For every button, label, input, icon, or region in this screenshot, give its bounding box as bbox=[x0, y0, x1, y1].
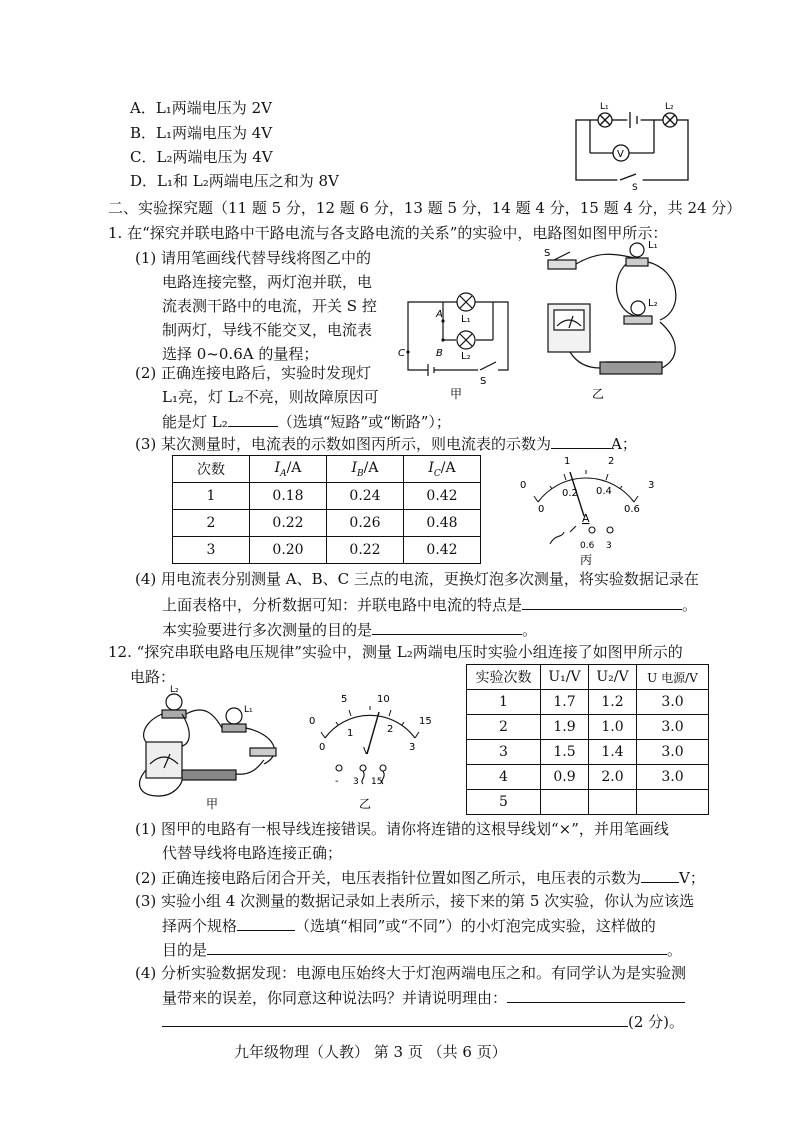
table-cell: 0.22 bbox=[327, 537, 404, 564]
q11-data-table bbox=[172, 455, 481, 564]
option-b: B．L₁两端电压为 4V bbox=[130, 124, 273, 142]
q11-p2-line: L₁亮，灯 L₂不亮，则故障原因可 bbox=[162, 388, 379, 406]
q11-p4-answer-blank[interactable] bbox=[522, 595, 682, 610]
q11-label-C: C bbox=[398, 348, 405, 359]
volt-bottom-3: 3 bbox=[409, 742, 416, 753]
q12-p4-reason-blank[interactable] bbox=[507, 988, 685, 1003]
ammeter-A-label: A bbox=[582, 512, 590, 525]
volt-V-label: V bbox=[363, 746, 370, 757]
ammeter-bottom-1: 0.2 bbox=[562, 488, 578, 499]
q12-p1-line1: (1) 图甲的电路有一根导线连接错误。请你将连错的这根导线划“×”，并用笔画线 bbox=[135, 820, 669, 838]
top-circuit-L2: L₂ bbox=[665, 102, 674, 112]
q11-label-L2: L₂ bbox=[461, 351, 471, 362]
table-header-cell: U₁/V bbox=[541, 665, 589, 690]
q11-p4-line1: (4) 用电流表分别测量 A、B、C 三点的电流，更换灯泡多次测量，将实验数据记录在 bbox=[135, 570, 699, 588]
q11-p2-tail bbox=[162, 412, 451, 432]
q11-p1-line: 流表测干路中的电流，开关 S 控 bbox=[162, 297, 377, 315]
q11-label-L1: L₁ bbox=[461, 314, 471, 325]
ammeter-bottom-0: 0 bbox=[538, 504, 545, 515]
q11-p4-line2-text: 上面表格中，分析数据可知：并联电路中电流的特点是 bbox=[162, 596, 523, 614]
q12-p4-line3 bbox=[162, 1012, 684, 1032]
q12-p4-line2 bbox=[162, 988, 685, 1008]
table-cell: 3.0 bbox=[637, 765, 709, 790]
option-d: D．L₁和 L₂两端电压之和为 8V bbox=[130, 172, 339, 190]
table-cell: 3 bbox=[467, 740, 541, 765]
volt-left-0: 0 bbox=[309, 716, 316, 727]
q12-p2-a: (2) 正确连接电路后闭合开关，电压表指针位置如图乙所示，电压表的示数为 bbox=[135, 869, 642, 887]
q12-stem: 12. “探究串联电路电压规律”实验中，测量 L₂两端电压时实验小组连接了如图甲所示的 bbox=[108, 643, 683, 661]
table-cell: 1.4 bbox=[589, 740, 637, 765]
top-circuit-L1: L₁ bbox=[600, 102, 609, 112]
table-cell[interactable] bbox=[541, 790, 589, 815]
table-cell: 0.22 bbox=[250, 510, 327, 537]
q12-apparatus-L2: L₂ bbox=[170, 685, 179, 695]
ammeter-bottom-3: 0.6 bbox=[624, 504, 640, 515]
table-cell: 2.0 bbox=[589, 765, 637, 790]
q11-fig-yi: 乙 bbox=[592, 387, 605, 401]
q11-label-A: A bbox=[436, 309, 443, 320]
q11-p2-line: (2) 正确连接电路后，实验时发现灯 bbox=[135, 364, 372, 382]
top-circuit-diagram bbox=[570, 98, 700, 193]
table-cell: 0.48 bbox=[404, 510, 481, 537]
table-cell: 1.0 bbox=[589, 715, 637, 740]
table-cell: 1.9 bbox=[541, 715, 589, 740]
q11-p4-period: 。 bbox=[682, 596, 698, 614]
table-row bbox=[173, 483, 481, 510]
q11-label-B: B bbox=[436, 348, 443, 359]
table-cell: 4 bbox=[467, 765, 541, 790]
q12-p3-line3-text: 目的是 bbox=[162, 941, 208, 959]
volt-term-3: 3 bbox=[353, 777, 359, 787]
q12-apparatus-jia bbox=[134, 684, 294, 810]
section-heading: 二、实验探究题（11 题 5 分，12 题 6 分，13 题 5 分，14 题 4 分，15 题 4 分，共 24 分） bbox=[108, 199, 742, 217]
q11-p4-line2 bbox=[162, 595, 697, 615]
table-cell: 1.2 bbox=[589, 690, 637, 715]
volt-term-minus: - bbox=[335, 776, 339, 787]
q11-p2-tail-a: 能是灯 L₂ bbox=[162, 413, 228, 431]
volt-top-10: 10 bbox=[377, 694, 390, 705]
q11-circuit-jia bbox=[398, 292, 520, 400]
table-row bbox=[173, 510, 481, 537]
top-circuit-V: V bbox=[617, 149, 624, 160]
table-cell: 0.42 bbox=[404, 483, 481, 510]
table-header-row bbox=[467, 665, 709, 690]
ammeter-top-0: 0 bbox=[520, 480, 527, 491]
table-header-cell: 次数 bbox=[173, 456, 250, 483]
q11-p4-period2: 。 bbox=[522, 621, 538, 639]
table-cell: 1 bbox=[173, 483, 250, 510]
volt-top-15: 15 bbox=[419, 716, 432, 727]
volt-top-5: 5 bbox=[341, 694, 348, 705]
q11-p3-a: (3) 某次测量时，电流表的示数如图丙所示，则电流表的示数为 bbox=[135, 435, 552, 453]
table-header-cell: $I_A/A$ bbox=[250, 456, 327, 483]
q12-p4-line1: (4) 分析实验数据发现：电源电压始终大于灯泡两端电压之和。有同学认为是实验测 bbox=[135, 964, 687, 982]
table-cell: 1.5 bbox=[541, 740, 589, 765]
table-row bbox=[467, 790, 709, 815]
q11-p4-line3 bbox=[162, 620, 537, 640]
table-cell: 3.0 bbox=[637, 740, 709, 765]
q11-p4-line3-text: 本实验要进行多次测量的目的是 bbox=[162, 621, 373, 639]
q12-p2-answer-blank[interactable] bbox=[641, 868, 679, 883]
q11-apparatus-L2: L₂ bbox=[648, 298, 658, 309]
table-cell: 3.0 bbox=[637, 715, 709, 740]
table-cell[interactable] bbox=[637, 790, 709, 815]
q11-p2-answer-blank[interactable] bbox=[228, 412, 278, 427]
q11-p1-line: (1) 请用笔画线代替导线将图乙中的 bbox=[135, 249, 372, 267]
q12-fig-jia: 甲 bbox=[206, 797, 219, 811]
table-header-cell: U 电源/V bbox=[637, 665, 709, 690]
q12-p4-reason-blank-2[interactable] bbox=[162, 1012, 628, 1027]
q12-p3-a: 择两个规格 bbox=[162, 917, 238, 935]
table-cell: 5 bbox=[467, 790, 541, 815]
table-cell: 3 bbox=[173, 537, 250, 564]
q11-p1-line: 选择 0~0.6A 的量程； bbox=[162, 345, 319, 363]
q11-p2-tail-b: （选填“短路”或“断路”）； bbox=[277, 413, 451, 431]
table-header-cell: U₂/V bbox=[589, 665, 637, 690]
q12-p3-line2 bbox=[162, 916, 656, 936]
q11-label-S: S bbox=[480, 376, 487, 387]
table-cell: 0.20 bbox=[250, 537, 327, 564]
table-cell: 0.18 bbox=[250, 483, 327, 510]
ammeter-term-3: 3 bbox=[606, 541, 612, 551]
table-cell: 0.26 bbox=[327, 510, 404, 537]
q11-apparatus-yi bbox=[540, 240, 690, 400]
ammeter-top-1: 1 bbox=[564, 456, 571, 467]
q11-stem: 1. 在“探究并联电路中干路电流与各支路电流的关系”的实验中，电路图如图甲所示： bbox=[108, 224, 668, 242]
q12-p4-line2-text: 量带来的误差，你同意这种说法吗？并请说明理由： bbox=[162, 989, 508, 1007]
q12-p4-score: (2 分)。 bbox=[628, 1013, 685, 1031]
table-cell[interactable] bbox=[589, 790, 637, 815]
q12-apparatus-L1: L₁ bbox=[244, 705, 253, 715]
q11-ammeter-bing bbox=[510, 450, 660, 565]
volt-bottom-1: 1 bbox=[347, 728, 354, 739]
q11-p3-answer-blank[interactable] bbox=[551, 434, 611, 449]
ammeter-top-2: 2 bbox=[608, 456, 615, 467]
volt-bottom-0: 0 bbox=[319, 742, 326, 753]
q11-apparatus-S: S bbox=[544, 248, 551, 259]
table-cell: 2 bbox=[467, 715, 541, 740]
table-cell: 2 bbox=[173, 510, 250, 537]
q12-stem2: 电路： bbox=[130, 668, 176, 686]
table-header-cell: 实验次数 bbox=[467, 665, 541, 690]
q11-p3-b: A； bbox=[611, 435, 637, 453]
table-cell: 1.7 bbox=[541, 690, 589, 715]
table-cell: 0.9 bbox=[541, 765, 589, 790]
q12-p3-line1: (3) 实验小组 4 次测量的数据记录如上表所示，接下来的第 5 次实验，你认为应该选 bbox=[135, 892, 695, 910]
table-header-cell: $I_B/A$ bbox=[327, 456, 404, 483]
option-c: C．L₂两端电压为 4V bbox=[130, 148, 273, 166]
ammeter-bottom-2: 0.4 bbox=[596, 486, 612, 497]
table-row bbox=[173, 537, 481, 564]
table-header-row bbox=[173, 456, 481, 483]
table-row bbox=[467, 765, 709, 790]
q11-p4-purpose-blank[interactable] bbox=[372, 620, 522, 635]
ammeter-term-0.6: 0.6 bbox=[580, 541, 595, 551]
q11-fig-bing: 丙 bbox=[580, 553, 593, 567]
q12-p3-answer-blank[interactable] bbox=[237, 916, 295, 931]
volt-term-15: 15 bbox=[371, 777, 383, 787]
q12-p3-b: （选填“相同”或“不同”）的小灯泡完成实验，这样做的 bbox=[295, 917, 656, 935]
top-circuit-S: S bbox=[632, 183, 638, 193]
table-cell: 0.24 bbox=[327, 483, 404, 510]
table-row bbox=[467, 690, 709, 715]
volt-bottom-2: 2 bbox=[387, 724, 394, 735]
q12-p3-purpose-blank[interactable] bbox=[207, 940, 667, 955]
q11-p1-line: 制两灯，导线不能交叉，电流表 bbox=[162, 321, 373, 339]
q11-apparatus-L1: L₁ bbox=[648, 240, 658, 251]
q12-p3-line3 bbox=[162, 940, 682, 960]
option-a: A．L₁两端电压为 2V bbox=[130, 99, 272, 117]
table-cell: 0.42 bbox=[404, 537, 481, 564]
q12-fig-yi: 乙 bbox=[359, 797, 372, 811]
ammeter-top-3: 3 bbox=[648, 480, 655, 491]
q12-p1-line2: 代替导线将电路连接正确； bbox=[162, 844, 343, 862]
q12-data-table bbox=[466, 664, 709, 815]
q11-fig-jia: 甲 bbox=[450, 387, 463, 401]
q11-p1-line: 电路连接完整，两灯泡并联，电 bbox=[162, 273, 373, 291]
table-row bbox=[467, 715, 709, 740]
q12-p2-b: V； bbox=[679, 869, 705, 887]
q12-p3-period: 。 bbox=[667, 941, 683, 959]
table-cell: 3.0 bbox=[637, 690, 709, 715]
table-header-cell: $I_C/A$ bbox=[404, 456, 481, 483]
q12-p2 bbox=[135, 868, 705, 888]
q12-voltmeter-yi bbox=[305, 692, 437, 810]
table-cell: 1 bbox=[467, 690, 541, 715]
table-row bbox=[467, 740, 709, 765]
page-footer: 九年级物理（人教） 第 3 页 （共 6 页） bbox=[234, 1043, 507, 1061]
